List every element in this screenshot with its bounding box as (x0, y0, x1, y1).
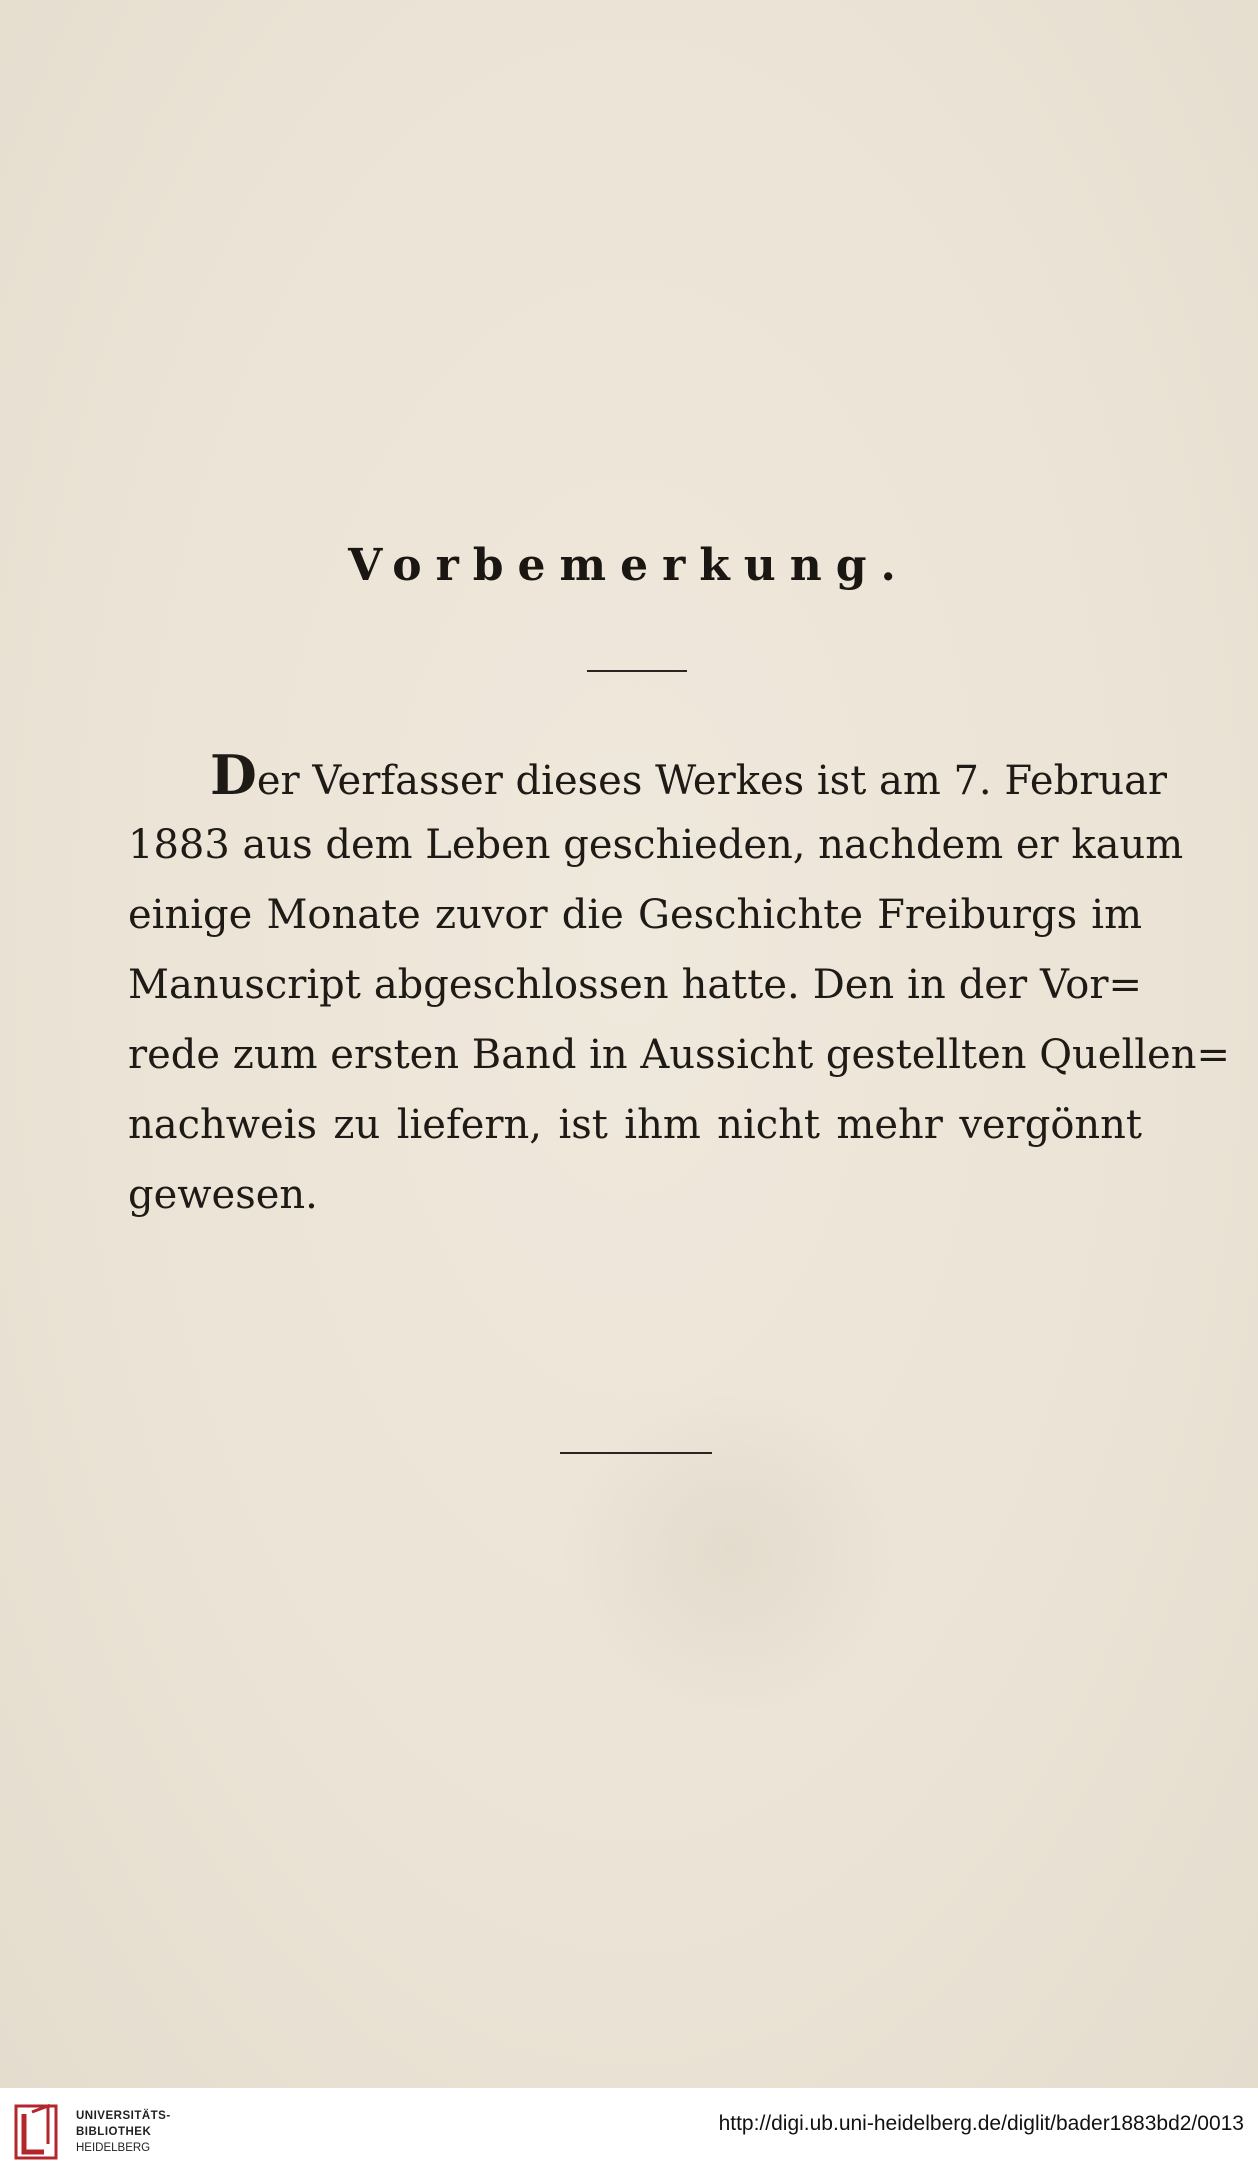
title-rule (587, 670, 687, 672)
library-name-line: BIBLIOTHEK (76, 2126, 152, 2138)
text-line: Der Verfasser dieses Werkes ist am 7. Februar (210, 743, 1168, 807)
library-name-line: UNIVERSITÄTS- (76, 2110, 171, 2122)
text-line: gewesen. (128, 1172, 318, 1218)
page-title: Vorbemerkung. (348, 540, 910, 591)
text-line: rede zum ersten Band in Aussicht gestellten Quellen= (128, 1032, 1230, 1078)
source-url-link[interactable]: http://digi.ub.uni-heidelberg.de/diglit/bader1883bd2/0013 (718, 2112, 1244, 2135)
library-name (76, 2108, 171, 2156)
university-library-logo-icon (14, 2104, 64, 2164)
paper-stain (550, 1390, 910, 1710)
text-line: 1883 aus dem Leben geschieden, nachdem er kaum (128, 822, 1184, 868)
text-line: nachweis zu liefern, ist ihm nicht mehr vergönnt (128, 1102, 1142, 1148)
library-footer (0, 2088, 1258, 2179)
library-name-line: HEIDELBERG (76, 2142, 151, 2154)
text-line: einige Monate zuvor die Geschichte Freiburgs im (128, 892, 1142, 938)
closing-rule (560, 1452, 712, 1454)
body-paragraph (128, 740, 1230, 1230)
text-line: Manuscript abgeschlossen hatte. Den in der Vor= (128, 962, 1142, 1008)
